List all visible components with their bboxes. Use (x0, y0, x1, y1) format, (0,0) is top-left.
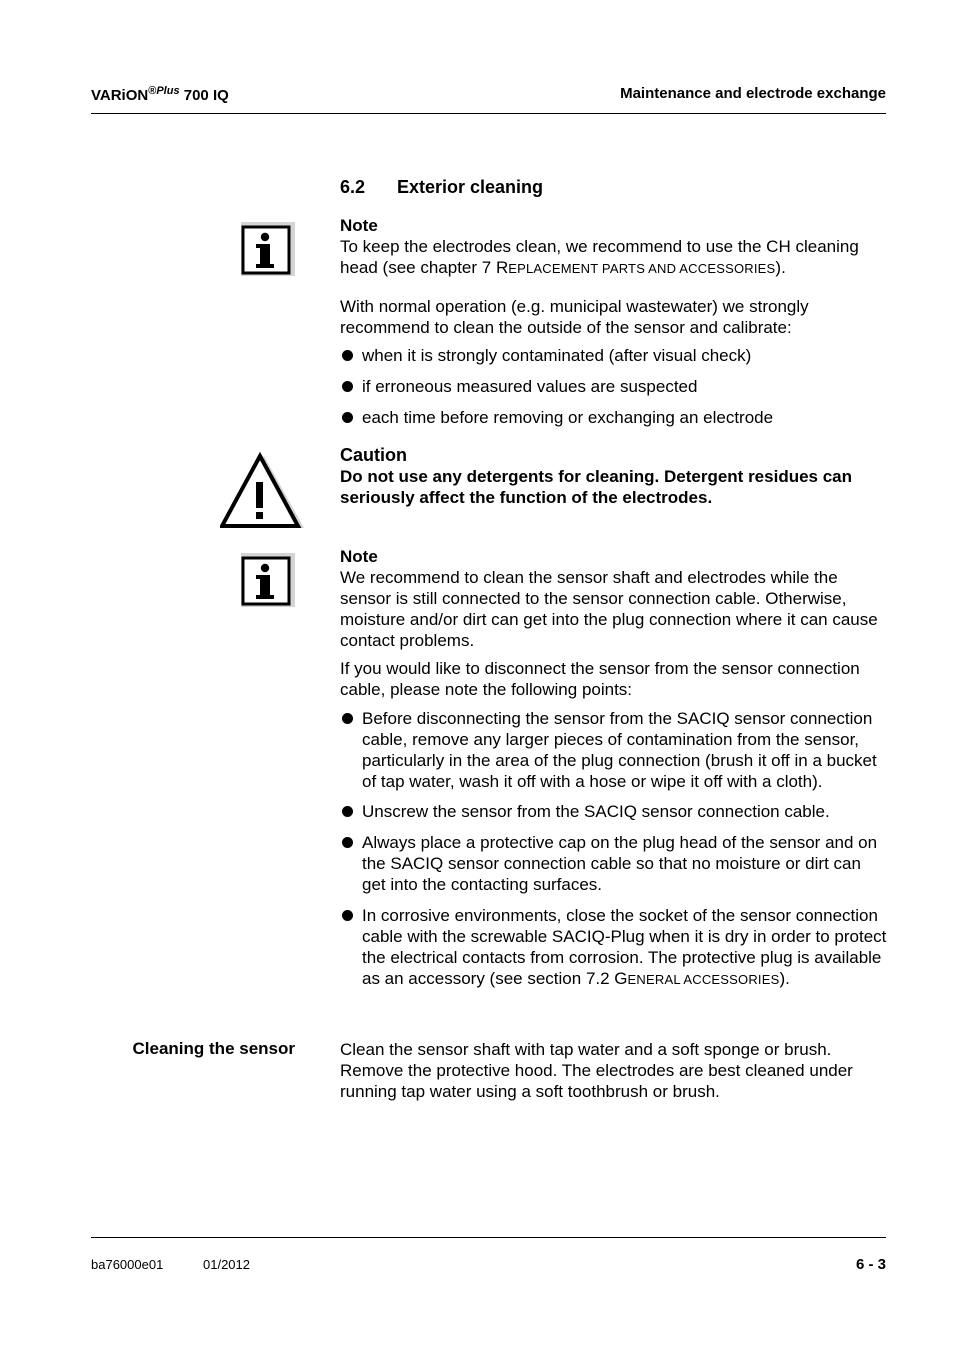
disconnect-bullet-list (340, 708, 888, 990)
list-item-text: each time before removing or exchanging an electrode (362, 408, 774, 427)
bullet-icon (342, 412, 353, 423)
list-item-text: Before disconnecting the sensor from the SACIQ sensor connection cable, remove any larger pieces of contamination from the sensor, particularly in the area of the plug connection (brush it off in a bucket of tap water, wash it off with a hose or wipe it off with a cloth). (362, 709, 877, 791)
note-heading: Note (340, 547, 378, 566)
note-text-end: ). (775, 258, 786, 277)
list-item-text: when it is strongly contaminated (after visual check) (362, 346, 752, 365)
bullet-icon (342, 381, 353, 392)
info-icon (241, 553, 295, 607)
section-reference: ENERAL ACCESSORIES (627, 972, 780, 987)
intro-bullet-list (340, 345, 888, 428)
list-item (340, 801, 888, 822)
product-name: VARiON (91, 87, 149, 104)
header-product (91, 85, 229, 104)
info-icon (241, 222, 295, 276)
product-plus: Plus (156, 85, 180, 97)
header-section-title: Maintenance and electrode exchange (620, 85, 886, 102)
product-model: 700 IQ (179, 87, 229, 104)
footer-date: 01/2012 (203, 1257, 250, 1272)
list-item (340, 832, 888, 895)
cleaning-text: Clean the sensor shaft with tap water and a soft sponge or brush. Remove the protective hood. The electrodes are best cleaned under running tap water using a soft toothbrush or brush. (340, 1040, 853, 1101)
bullet-icon (342, 837, 353, 848)
bullet-icon (342, 806, 353, 817)
caution-text: Do not use any detergents for cleaning. Detergent residues can seriously affect the function of the electrodes. (340, 467, 853, 507)
list-item (340, 905, 888, 990)
intro-text: With normal operation (e.g. municipal wastewater) we strongly recommend to clean the outside of the sensor and calibrate: (340, 297, 809, 337)
caution-heading: Caution (340, 445, 407, 465)
page-number: 6 - 3 (855, 1256, 886, 1273)
list-item (340, 708, 888, 792)
section-number: 6.2 (340, 177, 366, 197)
registered-mark: ® (148, 85, 157, 97)
list-item-text: if erroneous measured values are suspected (362, 377, 698, 396)
header-rule (91, 113, 886, 114)
footer-doc-id: ba76000e01 (91, 1257, 164, 1272)
list-item (340, 407, 888, 428)
warning-icon (220, 450, 304, 530)
note-text: We recommend to clean the sensor shaft and electrodes while the sensor is still connected to the sensor connection cable. Otherwise, moisture and/or dirt can get into the plug connection where it can cause contact problems. (340, 568, 878, 650)
product-superscript (148, 85, 179, 97)
note-1 (340, 215, 888, 279)
list-item (340, 345, 888, 366)
list-item-text: Always place a protective cap on the plug head of the sensor and on the SACIQ sensor connection cable so that no moisture or dirt can get into the contacting surfaces. (362, 833, 878, 894)
note-2 (340, 546, 888, 990)
note-heading: Note (340, 216, 378, 235)
bullet-icon (342, 350, 353, 361)
list-item-text: In corrosive environments, close the socket of the sensor connection cable with the screwable SACIQ-Plug when it is dry in order to protect the electrical contacts from corrosion. The protective plug is available as an accessory (see section 7.2 G (362, 906, 887, 988)
bullet-icon (342, 713, 353, 724)
intro-block (340, 296, 888, 428)
footer-rule (91, 1237, 886, 1238)
section-heading (340, 177, 543, 198)
note-text (340, 236, 888, 279)
section-title: Exterior cleaning (397, 177, 544, 197)
list-item-text: Unscrew the sensor from the SACIQ sensor connection cable. (362, 802, 830, 821)
cleaning-label: Cleaning the sensor (132, 1039, 295, 1058)
bullet-icon (342, 910, 353, 921)
caution-block (340, 445, 888, 508)
note-text-part: To keep the electrodes clean, we recommend to use the CH cleaning head (see chapter 7 R (340, 237, 859, 277)
note-text-2: If you would like to disconnect the sensor from the sensor connection cable, please note the following points: (340, 659, 860, 699)
list-item-text-end: ). (779, 969, 790, 988)
chapter-reference: EPLACEMENT PARTS AND ACCESSORIES (508, 261, 776, 276)
list-item (340, 376, 888, 397)
